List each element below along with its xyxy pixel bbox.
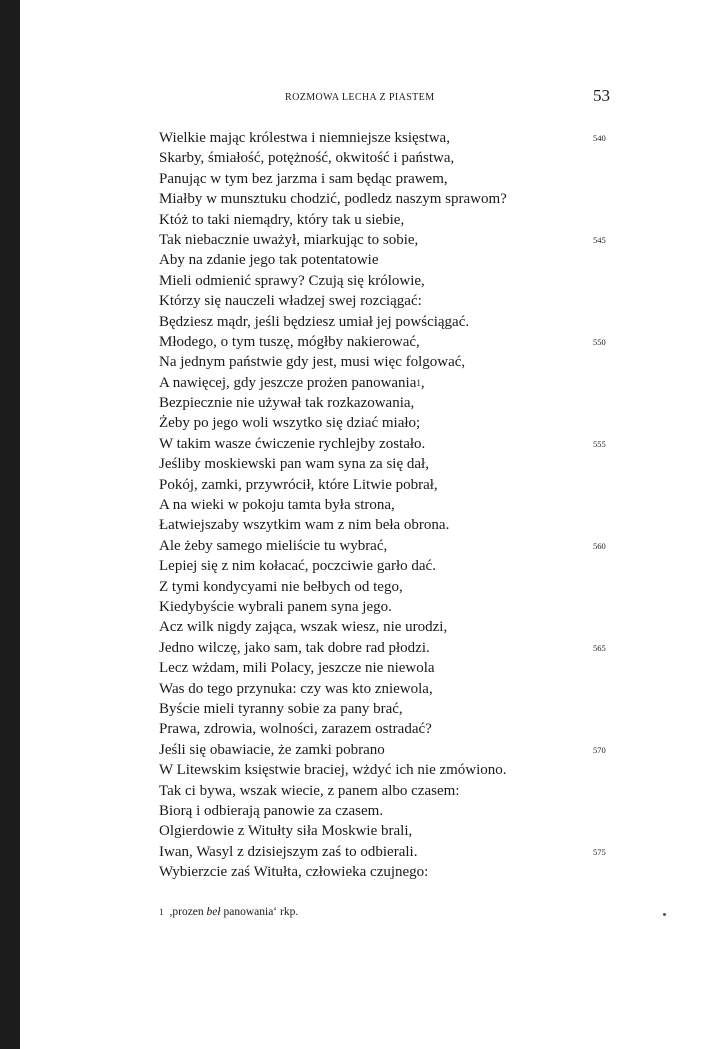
verse-text: Którzy się nauczeli władzej swej rozciągać: (159, 293, 422, 310)
running-head: ROZMOWA LECHA Z PIASTEM (285, 92, 435, 103)
verse-text: Łatwiejszaby wszytkim wam z nim beła obrona. (159, 517, 450, 534)
verse-text: Na jednym państwie gdy jest, musi więc folgować, (159, 354, 466, 371)
verse-line (159, 862, 507, 882)
line-number: 555 (593, 438, 606, 449)
footnote-reference: 1 (416, 377, 421, 388)
verse-text: Byście mieli tyranny sobie za pany brać, (159, 700, 403, 717)
verse-line (159, 291, 507, 311)
verse-text: Z tymi kondycyami nie bełbych od tego, (159, 578, 403, 595)
verse-line (159, 679, 507, 699)
footnote-mark: 1 (159, 907, 164, 917)
verse-line (159, 230, 606, 250)
verse-punctuation: , (420, 374, 425, 391)
verse-line (159, 271, 507, 291)
verse-line (159, 250, 507, 270)
verse-text: W Litewskim księstwie braciej, wżdyć ich nie zmówiono. (159, 762, 507, 779)
verse-line (159, 413, 507, 433)
verse-text: Olgierdowie z Witułty siła Moskwie brali, (159, 823, 413, 840)
verse-line (159, 210, 507, 230)
line-number: 540 (593, 133, 606, 143)
verse-line (159, 658, 507, 678)
verse-line (159, 393, 507, 413)
verse-text: Was do tego przynuka: czy was kto zniewola, (159, 680, 433, 697)
verse-text: Wielkie mając królestwa i niemniejsze księstwa, (159, 130, 450, 146)
line-number: 560 (593, 540, 606, 551)
verse-line (159, 148, 507, 168)
verse-text: Żeby po jego woli wszytko się dziać miało; (159, 415, 421, 432)
line-number: 575 (593, 846, 606, 857)
verse-line (159, 495, 507, 515)
verse-line (159, 740, 606, 760)
verse-line (159, 312, 507, 332)
verse-text: Iwan, Wasyl z dzisiejszym zaś to odbierali. (159, 843, 418, 860)
line-number: 565 (593, 642, 606, 653)
verse-text: Wybierzcie zaś Witułta, człowieka czujnego: (159, 864, 429, 881)
verse-line (159, 556, 507, 576)
book-binding-edge (0, 0, 20, 1049)
verse-text: Biorą i odbierają panowie za czasem. (159, 802, 384, 819)
verse-line (159, 842, 606, 862)
line-number: 570 (593, 744, 606, 755)
verse-text: Bezpiecznie nie używał tak rozkazowania, (159, 395, 415, 412)
verse-text: Miałby w munsztuku chodzić, podledz naszym sprawom? (159, 191, 507, 208)
verse-line (159, 189, 507, 209)
verse-text: Ale żeby samego mieliście tu wybrać, (159, 537, 388, 554)
verse-text: Pokój, zamki, przywrócił, które Litwie pobrał, (159, 476, 438, 493)
verse-line (159, 699, 507, 719)
verse-line (159, 617, 507, 637)
poem-text (159, 128, 606, 882)
verse-line (159, 801, 507, 821)
verse-line (159, 638, 606, 658)
verse-text: A nawięcej, gdy jeszcze prożen panowania (159, 374, 417, 391)
page-number: 53 (593, 86, 610, 105)
line-number: 550 (593, 336, 606, 347)
verse-line (159, 821, 507, 841)
verse-line (159, 781, 507, 801)
footnote (159, 906, 298, 918)
verse-line (159, 577, 507, 597)
verse-line (159, 760, 507, 780)
footnote-open-quote: ,prozen (169, 906, 207, 918)
verse-line (159, 352, 507, 372)
verse-line (159, 475, 507, 495)
verse-text: Kiedybyście wybrali panem syna jego. (159, 598, 392, 615)
verse-line (159, 454, 507, 474)
verse-text: Prawa, zdrowia, wolności, zarazem ostradać? (159, 721, 432, 738)
page-header (0, 86, 720, 108)
verse-text: Młodego, o tym tuszę, mógłby nakierować, (159, 333, 420, 350)
verse-line (159, 719, 507, 739)
verse-line (159, 169, 507, 189)
verse-text: Mieli odmienić sprawy? Czują się królowie, (159, 272, 425, 289)
verse-text: Jeśli się obawiacie, że zamki pobrano (159, 741, 385, 758)
footnote-rest: panowania‘ rkp. (220, 906, 299, 918)
verse-text: Jeśliby moskiewski pan wam syna za się dał, (159, 456, 429, 473)
verse-line (159, 332, 606, 352)
verse-text: Tak ci bywa, wszak wiecie, z panem albo czasem: (159, 782, 460, 799)
verse-text: Jedno wilczę, jako sam, tak dobre rad płodzi. (159, 639, 430, 656)
verse-line (159, 536, 606, 556)
verse-text: Tak niebacznie uważył, miarkując to sobie, (159, 231, 419, 248)
verse-line (159, 434, 606, 454)
verse-line (159, 128, 606, 148)
verse-text: Skarby, śmiałość, potężność, okwitość i państwa, (159, 150, 455, 167)
verse-text: A na wieki w pokoju tamta była strona, (159, 497, 395, 514)
scan-speck (663, 913, 666, 916)
verse-text: Panując w tym bez jarzma i sam będąc prawem, (159, 170, 448, 187)
verse-line (159, 515, 507, 535)
verse-text: Acz wilk nigdy zająca, wszak wiesz, nie urodzi, (159, 619, 448, 636)
verse-text: Lecz wżdam, mili Polacy, jeszcze nie niewola (159, 660, 435, 677)
verse-text: Któż to taki niemądry, który tak u siebie, (159, 211, 405, 228)
line-number: 545 (593, 234, 606, 245)
verse-line (159, 373, 507, 393)
verse-text: W takim wasze ćwiczenie rychlejby zostało. (159, 435, 426, 452)
footnote-emphasis: beł (206, 906, 221, 918)
verse-text: Będziesz mądr, jeśli będziesz umiał jej powściągać. (159, 313, 470, 330)
verse-text: Aby na zdanie jego tak potentatowie (159, 252, 379, 269)
verse-text: Lepiej się z nim kołacać, poczciwie garło dać. (159, 558, 436, 575)
verse-line (159, 597, 507, 617)
